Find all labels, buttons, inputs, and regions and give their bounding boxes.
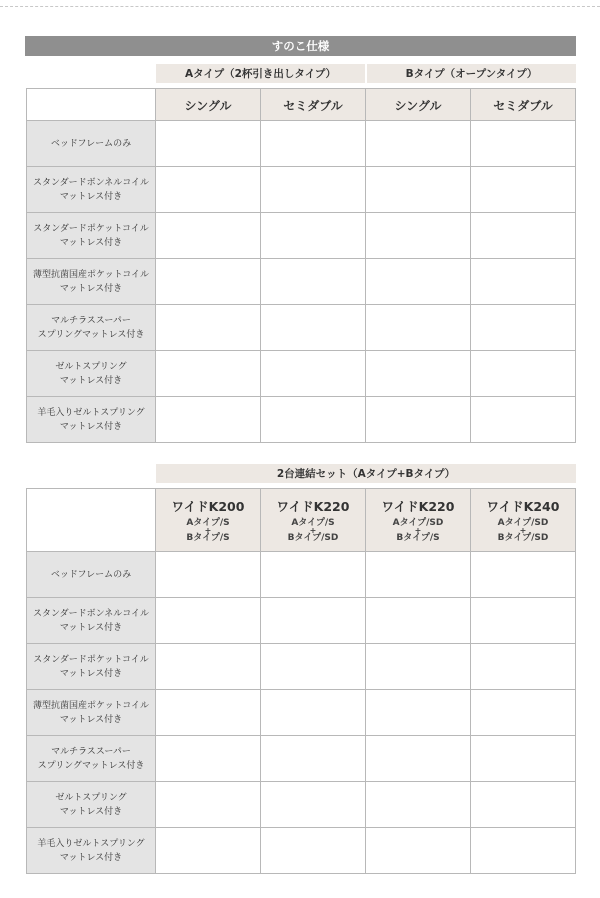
table-cell xyxy=(471,213,576,259)
row-label-bonnell-coil: スタンダードボンネルコイル マットレス付き xyxy=(27,167,156,213)
table-corner-cell xyxy=(27,89,156,121)
column-header-b-single: シングル xyxy=(366,89,471,121)
group-header-connected-set: 2台連結セット（Aタイプ+Bタイプ） xyxy=(156,464,576,483)
table-cell xyxy=(261,552,366,598)
column-header-wide-k200: ワイドK200 Aタイプ/S + Bタイプ/S xyxy=(156,489,261,552)
table-cell xyxy=(156,644,261,690)
row-label-thin-antibacterial: 薄型抗菌国産ポケットコイル マットレス付き xyxy=(27,690,156,736)
row-label-zelt-spring: ゼルトスプリング マットレス付き xyxy=(27,351,156,397)
table-cell xyxy=(261,736,366,782)
table-cell xyxy=(261,121,366,167)
table-cell xyxy=(471,305,576,351)
table-row xyxy=(27,305,576,351)
table-cell xyxy=(366,736,471,782)
row-label-pocket-coil: スタンダードポケットコイル マットレス付き xyxy=(27,644,156,690)
table-cell xyxy=(261,690,366,736)
table-cell xyxy=(156,736,261,782)
table-cell xyxy=(261,644,366,690)
table-cell xyxy=(366,690,471,736)
table-cell xyxy=(261,259,366,305)
table-row xyxy=(27,644,576,690)
table-cell xyxy=(261,828,366,874)
table-row xyxy=(27,736,576,782)
table-row xyxy=(27,121,576,167)
table-cell xyxy=(471,782,576,828)
table-cell xyxy=(156,690,261,736)
row-label-multi-las-super: マルチラススーパー スプリングマットレス付き xyxy=(27,305,156,351)
table-cell xyxy=(471,552,576,598)
top-dashed-divider xyxy=(0,6,600,7)
table-cell xyxy=(471,598,576,644)
table-row xyxy=(27,213,576,259)
row-label-bonnell-coil: スタンダードボンネルコイル マットレス付き xyxy=(27,598,156,644)
table-cell xyxy=(261,213,366,259)
table-cell xyxy=(471,690,576,736)
table-header-row xyxy=(27,489,576,552)
column-header-b-semidouble: セミダブル xyxy=(471,89,576,121)
table-cell xyxy=(366,167,471,213)
table-cell xyxy=(156,305,261,351)
table-cell xyxy=(366,552,471,598)
table-cell xyxy=(366,397,471,443)
table-row xyxy=(27,828,576,874)
table-cell xyxy=(366,121,471,167)
table-cell xyxy=(156,259,261,305)
table-cell xyxy=(261,305,366,351)
table-row xyxy=(27,552,576,598)
column-header-a-single: シングル xyxy=(156,89,261,121)
group-header-type-a: Aタイプ（2杯引き出しタイプ） xyxy=(156,64,365,83)
column-header-wide-k220-b: ワイドK220 Aタイプ/SD + Bタイプ/S xyxy=(366,489,471,552)
table-row xyxy=(27,782,576,828)
table-cell xyxy=(261,598,366,644)
table-cell xyxy=(471,167,576,213)
group-header-type-b: Bタイプ（オープンタイプ） xyxy=(367,64,576,83)
table-cell xyxy=(261,167,366,213)
table-row xyxy=(27,167,576,213)
table-cell xyxy=(156,397,261,443)
spec-table-connected-set xyxy=(26,488,576,874)
section-title: すのこ仕様 xyxy=(25,36,576,56)
table-cell xyxy=(471,644,576,690)
table-cell xyxy=(366,305,471,351)
column-header-a-semidouble: セミダブル xyxy=(261,89,366,121)
table-cell xyxy=(471,351,576,397)
table-cell xyxy=(471,736,576,782)
table-cell xyxy=(471,397,576,443)
table-cell xyxy=(366,828,471,874)
table-cell xyxy=(156,552,261,598)
row-label-wool-zelt-spring: 羊毛入りゼルトスプリング マットレス付き xyxy=(27,828,156,874)
spec-table-single-units xyxy=(26,88,576,443)
table-cell xyxy=(261,351,366,397)
table-cell xyxy=(156,782,261,828)
table-row xyxy=(27,598,576,644)
row-label-frame-only: ベッドフレームのみ xyxy=(27,121,156,167)
row-label-frame-only: ベッドフレームのみ xyxy=(27,552,156,598)
table-row xyxy=(27,397,576,443)
table-row xyxy=(27,259,576,305)
table-cell xyxy=(471,259,576,305)
row-label-zelt-spring: ゼルトスプリング マットレス付き xyxy=(27,782,156,828)
table-cell xyxy=(366,644,471,690)
table-cell xyxy=(156,828,261,874)
table-cell xyxy=(366,213,471,259)
column-header-wide-k220-a: ワイドK220 Aタイプ/S + Bタイプ/SD xyxy=(261,489,366,552)
table-cell xyxy=(156,167,261,213)
table-cell xyxy=(156,351,261,397)
table-cell xyxy=(156,121,261,167)
table-row xyxy=(27,690,576,736)
table-cell xyxy=(471,121,576,167)
table-cell xyxy=(366,598,471,644)
table-row xyxy=(27,351,576,397)
column-header-wide-k240: ワイドK240 Aタイプ/SD + Bタイプ/SD xyxy=(471,489,576,552)
table-cell xyxy=(366,782,471,828)
table-cell xyxy=(471,828,576,874)
row-label-wool-zelt-spring: 羊毛入りゼルトスプリング マットレス付き xyxy=(27,397,156,443)
row-label-pocket-coil: スタンダードポケットコイル マットレス付き xyxy=(27,213,156,259)
table-cell xyxy=(366,259,471,305)
table-cell xyxy=(261,782,366,828)
table-cell xyxy=(156,213,261,259)
table-cell xyxy=(366,351,471,397)
table-cell xyxy=(156,598,261,644)
table-corner-cell xyxy=(27,489,156,552)
row-label-thin-antibacterial: 薄型抗菌国産ポケットコイル マットレス付き xyxy=(27,259,156,305)
table-cell xyxy=(261,397,366,443)
table-header-row xyxy=(27,89,576,121)
row-label-multi-las-super: マルチラススーパー スプリングマットレス付き xyxy=(27,736,156,782)
